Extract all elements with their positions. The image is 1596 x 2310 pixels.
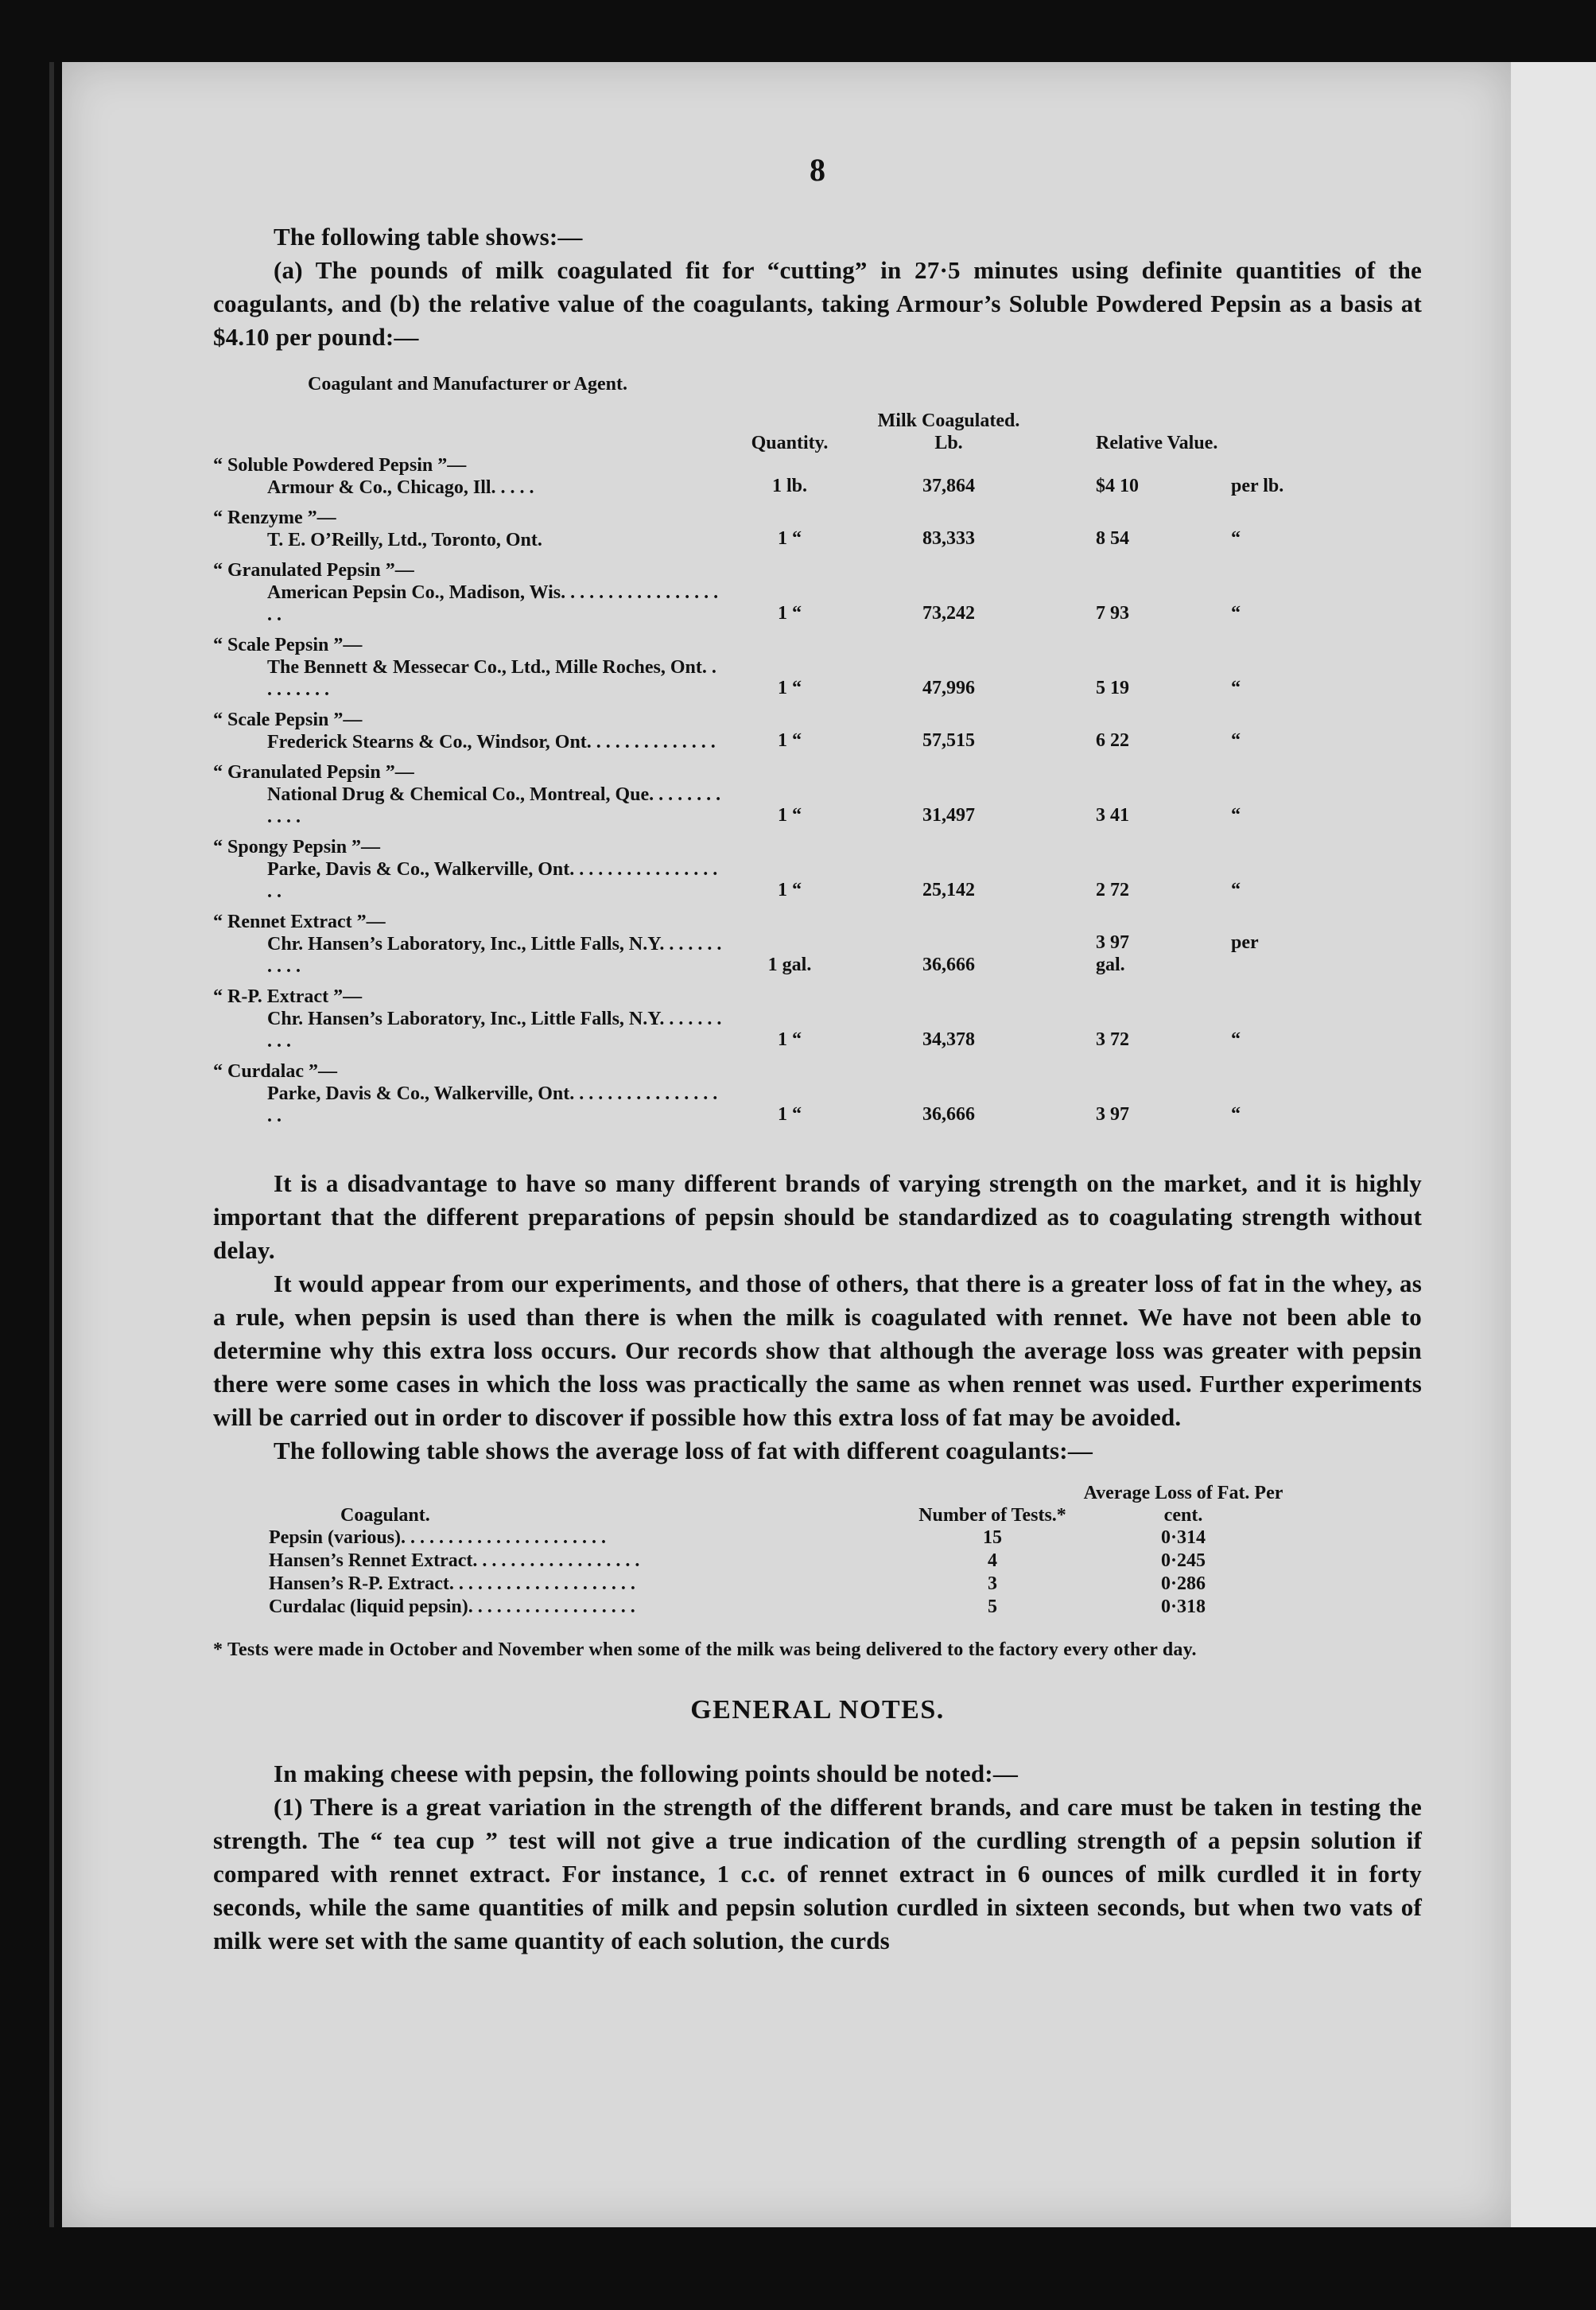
header-milk-label: Milk Coagulated. bbox=[877, 410, 1020, 431]
coagulant-value-table bbox=[213, 365, 1422, 1127]
row-value: 8 54 bbox=[1096, 528, 1129, 549]
row-quantity: 1 “ bbox=[778, 805, 802, 826]
header-coagulant: Coagulant and Manufacturer or Agent. bbox=[307, 374, 628, 395]
row-unit: “ bbox=[1231, 1029, 1241, 1050]
row-coagulant: Hansen’s R-P. Extract. . . . . . . . . . . . . . . . . . . . bbox=[269, 1573, 635, 1594]
header-relative-value: Relative Value. bbox=[1096, 433, 1218, 453]
row-milk: 57,515 bbox=[922, 730, 975, 751]
row-loss: 0·318 bbox=[1160, 1596, 1206, 1617]
table-header bbox=[213, 1482, 1295, 1526]
table-row bbox=[213, 986, 1422, 1052]
row-quantity: 1 “ bbox=[778, 1104, 802, 1125]
table-header bbox=[213, 365, 1422, 454]
table-row bbox=[213, 507, 1422, 551]
row-unit: “ bbox=[1231, 678, 1241, 698]
row-manufacturer: Frederick Stearns & Co., Windsor, Ont. . . . . . . . . . . . . . bbox=[267, 732, 716, 752]
row-tests: 3 bbox=[988, 1573, 997, 1594]
row-manufacturer: Armour & Co., Chicago, Ill. . . . . bbox=[267, 477, 534, 498]
row-manufacturer: National Drug & Chemical Co., Montreal, Que. . . . . . . . . . . . bbox=[267, 784, 721, 827]
row-quantity: 1 “ bbox=[778, 880, 802, 900]
row-milk: 36,666 bbox=[922, 1104, 975, 1125]
row-value: 7 93 bbox=[1096, 603, 1129, 624]
row-milk: 73,242 bbox=[922, 603, 975, 624]
page-content bbox=[213, 151, 1422, 1958]
row-coagulant: Pepsin (various). . . . . . . . . . . . . . . . . . . . . . bbox=[269, 1527, 607, 1548]
row-product: “ Spongy Pepsin ”— bbox=[213, 837, 381, 858]
row-product: “ Granulated Pepsin ”— bbox=[213, 762, 414, 783]
row-tests: 15 bbox=[983, 1527, 1002, 1548]
row-product: “ R-P. Extract ”— bbox=[213, 986, 363, 1007]
row-unit: “ bbox=[1231, 603, 1241, 624]
intro-line: The following table shows:— bbox=[274, 223, 583, 251]
table-row bbox=[213, 1550, 1295, 1573]
row-milk: 31,497 bbox=[922, 805, 975, 826]
row-unit: per gal. bbox=[1096, 932, 1259, 975]
row-quantity: 1 “ bbox=[778, 528, 802, 549]
header-tests: Number of Tests.* bbox=[918, 1505, 1066, 1526]
table-row bbox=[213, 1060, 1422, 1127]
row-product: “ Renzyme ”— bbox=[213, 508, 336, 528]
table-row bbox=[213, 709, 1422, 753]
row-unit: “ bbox=[1231, 528, 1241, 549]
row-manufacturer: Chr. Hansen’s Laboratory, Inc., Little Falls, N.Y. . . . . . . . . . . bbox=[267, 934, 722, 977]
notes-intro: In making cheese with pepsin, the following points should be noted:— bbox=[274, 1760, 1019, 1787]
row-milk: 34,378 bbox=[922, 1029, 975, 1050]
table-row bbox=[213, 836, 1422, 903]
row-coagulant: Curdalac (liquid pepsin). . . . . . . . . . . . . . . . . . bbox=[269, 1596, 635, 1617]
row-manufacturer: Parke, Davis & Co., Walkerville, Ont. . . . . . . . . . . . . . . . . . bbox=[267, 1083, 718, 1126]
row-value: 6 22 bbox=[1096, 730, 1129, 751]
row-manufacturer: T. E. O’Reilly, Ltd., Toronto, Ont. bbox=[267, 530, 542, 550]
row-loss: 0·245 bbox=[1160, 1550, 1206, 1571]
paragraph-fat-loss: It would appear from our experiments, and those of others, that there is a greater loss of fat in the whey, as a rule, when pepsin is used than there is when the milk is coagulated with rennet. We have not been able to determine why this extra loss occurs. Our records show that although the average loss was greater with pepsin there were some cases in which the loss was practically the same as when rennet was used. Further experiments will be carried out in order to discover if possible how this extra loss of fat may be avoided. bbox=[213, 1270, 1422, 1431]
row-loss: 0·286 bbox=[1160, 1573, 1206, 1594]
row-milk: 37,864 bbox=[922, 476, 975, 496]
row-value: 2 72 bbox=[1096, 880, 1129, 900]
row-manufacturer: American Pepsin Co., Madison, Wis. . . . . . . . . . . . . . . . . . . bbox=[267, 582, 719, 625]
table-footnote: * Tests were made in October and November when some of the milk was being delivered to the factory every other day. bbox=[213, 1639, 1197, 1660]
row-quantity: 1 “ bbox=[778, 678, 802, 698]
section-title: GENERAL NOTES. bbox=[690, 1695, 945, 1725]
table-row bbox=[213, 1526, 1295, 1550]
row-quantity: 1 “ bbox=[778, 730, 802, 751]
paragraph-table-intro: The following table shows the average loss of fat with different coagulants:— bbox=[274, 1437, 1093, 1464]
row-unit: per lb. bbox=[1231, 476, 1284, 496]
header-milk bbox=[857, 410, 1040, 454]
table-row bbox=[213, 1573, 1295, 1596]
row-unit: “ bbox=[1231, 1104, 1241, 1125]
row-unit: “ bbox=[1231, 880, 1241, 900]
row-value: 3 72 bbox=[1096, 1029, 1129, 1050]
film-edge bbox=[49, 62, 54, 2227]
row-quantity: 1 gal. bbox=[767, 955, 812, 975]
row-product: “ Scale Pepsin ”— bbox=[213, 710, 363, 730]
page-margin-strip bbox=[1511, 62, 1596, 2227]
row-value: 3 97 bbox=[1096, 932, 1129, 953]
page-number: 8 bbox=[810, 152, 825, 188]
row-product: “ Granulated Pepsin ”— bbox=[213, 560, 414, 581]
row-milk: 25,142 bbox=[922, 880, 975, 900]
row-product: “ Curdalac ”— bbox=[213, 1061, 337, 1082]
row-milk: 36,666 bbox=[922, 955, 975, 975]
intro-paragraph: (a) The pounds of milk coagulated fit for “cutting” in 27·5 minutes using definite quantities of the coagulants, and (b) the relative value of the coagulants, taking Armour’s Soluble Powdered Pepsin as a basis at $4.10 per pound:— bbox=[213, 256, 1422, 351]
row-manufacturer: The Bennett & Messecar Co., Ltd., Mille Roches, Ont. . . . . . . . . bbox=[267, 657, 716, 700]
header-coagulant: Coagulant. bbox=[340, 1505, 430, 1526]
table-row bbox=[213, 634, 1422, 701]
row-unit: “ bbox=[1231, 805, 1241, 826]
row-tests: 5 bbox=[988, 1596, 997, 1617]
row-coagulant: Hansen’s Rennet Extract. . . . . . . . . . . . . . . . . . bbox=[269, 1550, 640, 1571]
row-milk: 47,996 bbox=[922, 678, 975, 698]
table-row bbox=[213, 559, 1422, 626]
row-loss: 0·314 bbox=[1160, 1527, 1206, 1548]
row-manufacturer: Parke, Davis & Co., Walkerville, Ont. . . . . . . . . . . . . . . . . . bbox=[267, 859, 718, 902]
row-unit: “ bbox=[1231, 730, 1241, 751]
row-product: “ Soluble Powdered Pepsin ”— bbox=[213, 455, 467, 476]
row-manufacturer: Chr. Hansen’s Laboratory, Inc., Little Falls, N.Y. . . . . . . . . . bbox=[267, 1009, 722, 1052]
row-quantity: 1 “ bbox=[778, 603, 802, 624]
header-avg-loss: Average Loss of Fat. Per cent. bbox=[1083, 1483, 1283, 1526]
table-row bbox=[213, 454, 1422, 499]
row-value: 3 97 bbox=[1096, 1104, 1129, 1125]
header-milk-unit: Lb. bbox=[934, 433, 963, 453]
table-row bbox=[213, 761, 1422, 828]
note-1: (1) There is a great variation in the strength of the different brands, and care must be taken in testing the strength. The “ tea cup ” test will not give a true indication of the curdling strength of a pepsin solution if compared with rennet extract. For instance, 1 c.c. of rennet extract in 6 ounces of milk curdled it in forty seconds, while the same quantities of milk and pepsin solution curdled in sixteen seconds, but when two vats of milk were set with the same quantity of each solution, the curds bbox=[213, 1793, 1422, 1954]
row-tests: 4 bbox=[988, 1550, 997, 1571]
table-row bbox=[213, 911, 1422, 978]
row-value: 5 19 bbox=[1096, 678, 1129, 698]
header-quantity: Quantity. bbox=[751, 433, 829, 453]
row-milk: 83,333 bbox=[922, 528, 975, 549]
row-product: “ Rennet Extract ”— bbox=[213, 912, 386, 932]
fat-loss-table bbox=[213, 1482, 1295, 1619]
row-product: “ Scale Pepsin ”— bbox=[213, 635, 363, 655]
row-quantity: 1 lb. bbox=[771, 476, 807, 496]
row-value: 3 41 bbox=[1096, 805, 1129, 826]
table-row bbox=[213, 1596, 1295, 1619]
paragraph-standardization: It is a disadvantage to have so many different brands of varying strength on the market, and it is highly important that the different preparations of pepsin should be standardized as to coagulating strength without delay. bbox=[213, 1169, 1422, 1264]
row-quantity: 1 “ bbox=[778, 1029, 802, 1050]
row-value: $4 10 bbox=[1096, 476, 1139, 496]
